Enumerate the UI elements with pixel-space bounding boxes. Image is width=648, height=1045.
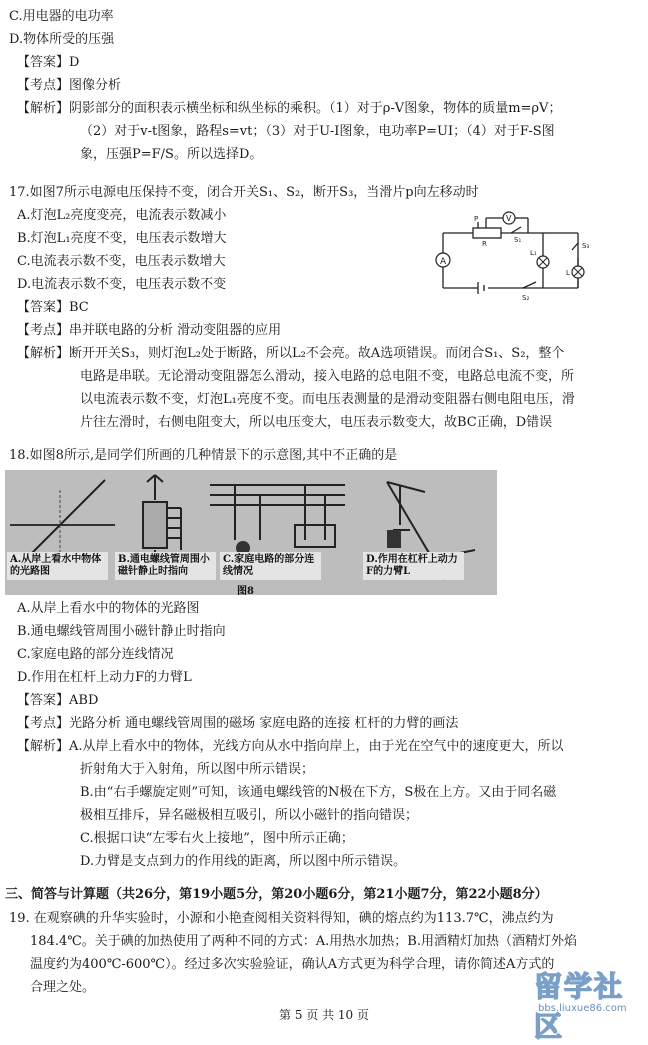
q18-point: 【考点】光路分析 通电螺线管周围的磁场 家庭电路的连接 杠杆的力臂的画法 — [17, 716, 459, 731]
q18-option-b: B.通电螺线管周围小磁针静止时指向 — [17, 624, 226, 639]
q17-option-a: A.灯泡L₂亮度变亮，电流表示数减小 — [17, 208, 227, 223]
q17-analysis-line: 【解析】断开开关S₃，则灯泡L₂处于断路，所以L₂不会亮。故A选项错误。而闭合S₁、S₂，整个 — [17, 346, 565, 361]
q17-option-d: D.电流表示数不变，电压表示数不变 — [17, 277, 227, 292]
svg-text:L₁: L₁ — [530, 249, 537, 257]
q18-analysis-line: D.力臂是支点到力的作用线的距离，所以图中所示错误。 — [80, 854, 407, 869]
q16-analysis-line: 【解析】阴影部分的面积表示横坐标和纵坐标的乘积。（1）对于ρ-V图象，物体的质量m=ρV； — [17, 101, 562, 116]
q16-answer: 【答案】D — [17, 55, 80, 70]
q17-answer: 【答案】BC — [17, 300, 89, 315]
watermark-url: bbs.liuxue86.com — [538, 1003, 627, 1014]
svg-text:S₂: S₂ — [522, 294, 530, 302]
q16-analysis-line: 象，压强P=F/S。所以选择D。 — [80, 147, 263, 162]
watermark-logo-text: 留学社区 — [534, 970, 625, 1043]
q19-line: 184.4℃。关于碘的加热使用了两种不同的方式：A.用热水加热；B.用酒精灯加热（酒精灯外焰 — [30, 934, 577, 949]
circuit-diagram — [418, 208, 603, 303]
section-3-heading: 三、简答与计算题（共26分，第19小题5分，第20小题6分，第21小题7分，第22小题8分） — [5, 887, 548, 902]
svg-text:P: P — [474, 215, 479, 223]
q18-analysis-line: 折射角大于入射角，所以图中所示错误； — [80, 762, 315, 777]
q18-option-c: C.家庭电路的部分连线情况 — [17, 647, 174, 662]
q17-analysis-line: 片往左滑时，右侧电阻变大，所以电压变大，电压表示数变大，故BC正确，D错误 — [80, 415, 553, 430]
watermark-logo — [530, 963, 640, 1043]
q18-analysis-line: B.由“右手螺旋定则”可知，该通电螺线管的N极在下方，S极在上方。又由于同名磁 — [80, 785, 557, 800]
page-footer: 第 5 页 共 10 页 — [279, 1008, 369, 1022]
q16-point: 【考点】图像分析 — [17, 78, 122, 93]
q19-line: 19. 在观察碘的升华实验时，小源和小艳查阅相关资料得知，碘的熔点约为113.7℃，沸点约为 — [9, 911, 554, 926]
q18-stem: 18.如图8所示,是同学们所画的几种情景下的示意图,其中不正确的是 — [9, 448, 398, 463]
figure-8-photo — [5, 470, 497, 595]
q18-answer: 【答案】ABD — [17, 693, 99, 708]
q17-analysis-line: 电路是串联。无论滑动变阻器怎么滑动，接入电路的总电阻不变，电路总电流不变，所 — [80, 369, 575, 384]
figure-8-caption-c: C.家庭电路的部分连线情况 — [220, 552, 321, 580]
q19-line: 温度约为400℃-600℃）。经过多次实验验证，确认A方式更为科学合理，请你简述A方式的 — [30, 957, 555, 972]
q19-line: 合理之处。 — [30, 980, 96, 995]
svg-text:V: V — [506, 214, 512, 223]
figure-8-caption-b: B.通电螺线管周围小磁针静止时指向 — [115, 552, 216, 580]
svg-text:S₁: S₁ — [514, 236, 522, 244]
q18-analysis-line: C.根据口诀“左零右火上接地”，图中所示正确； — [80, 831, 354, 846]
q16-option-c: C.用电器的电功率 — [9, 9, 114, 24]
q17-analysis-line: 以电流表示数不变，灯泡L₁亮度不变。而电压表测量的是滑动变阻器右侧电阻电压，滑 — [80, 392, 575, 407]
svg-text:A: A — [440, 257, 447, 267]
svg-text:R: R — [482, 240, 487, 248]
figure-8-caption-d: D.作用在杠杆上动力F的力臂L — [363, 552, 464, 580]
q16-option-d: D.物体所受的压强 — [9, 32, 115, 47]
q17-point: 【考点】串并联电路的分析 滑动变阻器的应用 — [17, 323, 282, 338]
q17-stem: 17.如图7所示电源电压保持不变，闭合开关S₁、S₂，断开S₃，当滑片p向左移动时 — [9, 185, 479, 200]
q18-analysis-line: 【解析】A.从岸上看水中的物体，光线方向从水中指向岸上，由于光在空气中的速度更大，所以 — [17, 739, 564, 754]
figure-8-caption-a: A.从岸上看水中物体的光路图 — [7, 552, 108, 580]
q16-analysis-line: （2）对于v-t图象，路程s=vt；（3）对于U-I图象，电功率P=UI；（4）对于F-S图 — [80, 124, 555, 139]
q18-option-a: A.从岸上看水中的物体的光路图 — [17, 601, 200, 616]
q18-analysis-line: 极相互排斥，异名磁极相互吸引，所以小磁针的指向错误； — [80, 808, 419, 823]
svg-text:S₃: S₃ — [582, 242, 590, 250]
q17-option-b: B.灯泡L₁亮度不变，电压表示数增大 — [17, 231, 227, 246]
q18-option-d: D.作用在杠杆上动力F的力臂L — [17, 670, 192, 685]
q17-option-c: C.电流表示数不变，电压表示数增大 — [17, 254, 226, 269]
svg-text:L: L — [566, 269, 570, 277]
figure-8-number: 图8 — [237, 586, 254, 595]
